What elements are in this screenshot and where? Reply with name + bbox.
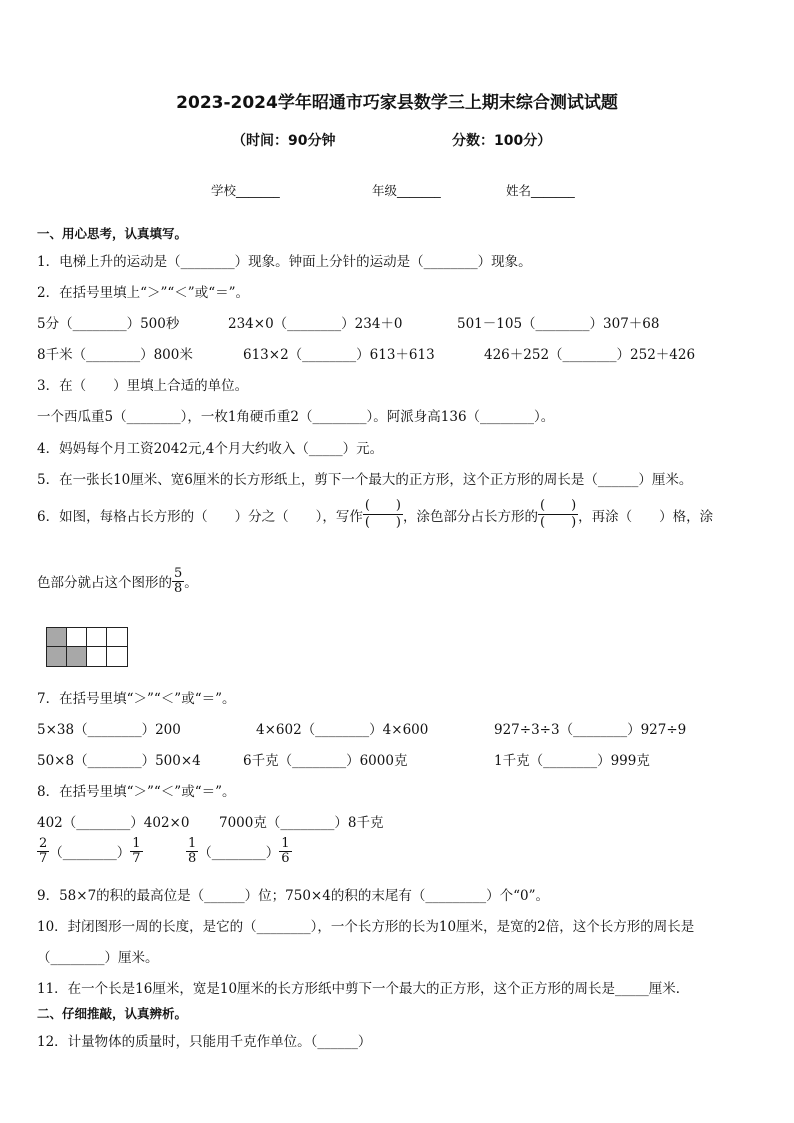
blank-fraction — [363, 499, 403, 531]
question-2-stem: 2．在括号里填上“＞”“＜”或“＝”。 — [37, 285, 249, 301]
question-7-item: 6千克（________）6000克 — [243, 753, 408, 769]
fraction-denominator: 8 — [174, 580, 183, 596]
fraction-five-eighths — [172, 567, 184, 595]
blank-fraction — [538, 499, 578, 531]
blank-numerator: ( ) — [538, 499, 578, 515]
question-6-text: 色部分就占这个图形的 — [37, 575, 172, 592]
compare-blank: （________） — [49, 845, 131, 862]
fraction-numerator: 1 — [281, 836, 290, 851]
question-2-item: 234×0（________）234＋0 — [228, 316, 403, 332]
question-2-item: 8千米（________）800米 — [37, 347, 193, 363]
rectangle-grid-figure — [46, 627, 128, 667]
question-8-fraction-compare-2 — [186, 837, 292, 865]
question-7-item: 50×8（________）500×4 — [37, 753, 201, 769]
question-2-item: 613×2（________）613＋613 — [243, 347, 435, 363]
grid-cell — [107, 628, 127, 647]
fraction-denominator: 7 — [39, 850, 48, 866]
section-heading: 二、仔细推敲，认真辨析。 — [37, 1006, 188, 1021]
grid-cell-shaded — [47, 628, 67, 647]
grid-cell — [87, 628, 107, 647]
grade-field: 年级_______ — [372, 183, 441, 198]
school-field: 学校_______ — [211, 183, 280, 198]
question-8-fraction-compare-1 — [37, 837, 143, 865]
fraction-denominator: 8 — [188, 850, 197, 866]
question-2-item: 501－105（________）307＋68 — [457, 316, 660, 332]
fraction-numerator: 2 — [39, 836, 48, 851]
question-8-item: 402（________）402×0 — [37, 815, 190, 831]
name-field: 姓名_______ — [506, 183, 575, 198]
fraction-denominator: 6 — [281, 850, 290, 866]
question-3-stem: 3．在（ ）里填上合适的单位。 — [37, 378, 249, 394]
question-7-item: 1千克（________）999克 — [494, 753, 650, 769]
blank-numerator: ( ) — [363, 499, 403, 515]
grid-cell — [87, 647, 107, 666]
fraction-numerator: 5 — [174, 566, 183, 581]
fraction-numerator: 1 — [132, 836, 141, 851]
page-title: 2023-2024学年昭通市巧家县数学三上期末综合测试试题 — [176, 93, 618, 113]
question-9: 9．58×7的积的最高位是（______）位；750×4的积的末尾有（_________）个“0”。 — [37, 888, 549, 904]
blank-denominator: ( ) — [540, 515, 577, 531]
fraction — [279, 837, 291, 865]
question-6-text: 。 — [184, 575, 198, 592]
question-7-item: 4×602（________）4×600 — [256, 722, 429, 738]
fraction — [130, 837, 142, 865]
section-heading: 一、用心思考，认真填写。 — [37, 226, 188, 241]
question-6-line-1 — [37, 499, 713, 531]
grid-cell-shaded — [67, 647, 87, 666]
question-4: 4．妈妈每个月工资2042元,4个月大约收入（_____）元。 — [37, 441, 384, 457]
fraction-denominator: 7 — [132, 850, 141, 866]
question-8-item: 7000克（________）8千克 — [219, 815, 384, 831]
grid-cell — [107, 647, 127, 666]
blank-denominator: ( ) — [364, 515, 401, 531]
question-6-text: ，涂色部分占长方形的 — [403, 508, 538, 525]
exam-score: 分数：100分） — [452, 133, 552, 149]
question-5: 5．在一张长10厘米、宽6厘米的长方形纸上，剪下一个最大的正方形，这个正方形的周长是（______）厘米。 — [37, 472, 693, 488]
question-6-text: 6．如图，每格占长方形的（ ）分之（ ），写作 — [37, 508, 363, 525]
fraction-numerator: 1 — [188, 836, 197, 851]
question-2-item: 5分（________）500秒 — [37, 316, 180, 332]
question-10-line-1: 10．封闭图形一周的长度，是它的（________），一个长方形的长为10厘米，是宽的2倍，这个长方形的周长是 — [37, 919, 695, 935]
question-12: 12．计量物体的质量时，只能用千克作单位。（______） — [37, 1034, 372, 1050]
question-6-text: ，再涂（ ）格，涂 — [578, 508, 714, 525]
exam-time: （时间：90分钟 — [232, 133, 336, 149]
question-8-stem: 8．在括号里填“＞”“＜”或“＝”。 — [37, 784, 236, 800]
question-2-item: 426＋252（________）252＋426 — [484, 347, 696, 363]
question-6-line-2 — [37, 567, 198, 595]
question-7-item: 927÷3÷3（________）927÷9 — [494, 722, 687, 738]
question-11: 11．在一个长是16厘米，宽是10厘米的长方形纸中剪下一个最大的正方形，这个正方形的周长是_____厘米． — [37, 981, 690, 997]
compare-blank: （________） — [198, 845, 280, 862]
fraction — [186, 837, 198, 865]
question-7-stem: 7．在括号里填“＞”“＜”或“＝”。 — [37, 691, 236, 707]
question-7-item: 5×38（________）200 — [37, 722, 181, 738]
fraction — [37, 837, 49, 865]
question-1: 1．电梯上升的运动是（________）现象。钟面上分针的运动是（________）现象。 — [37, 254, 532, 270]
grid-cell — [67, 628, 87, 647]
question-10-line-2: （________）厘米。 — [37, 950, 159, 966]
grid-cell-shaded — [47, 647, 67, 666]
question-3-body: 一个西瓜重5（________），一枚1角硬币重2（________）。阿派身高136（________）。 — [37, 409, 555, 425]
